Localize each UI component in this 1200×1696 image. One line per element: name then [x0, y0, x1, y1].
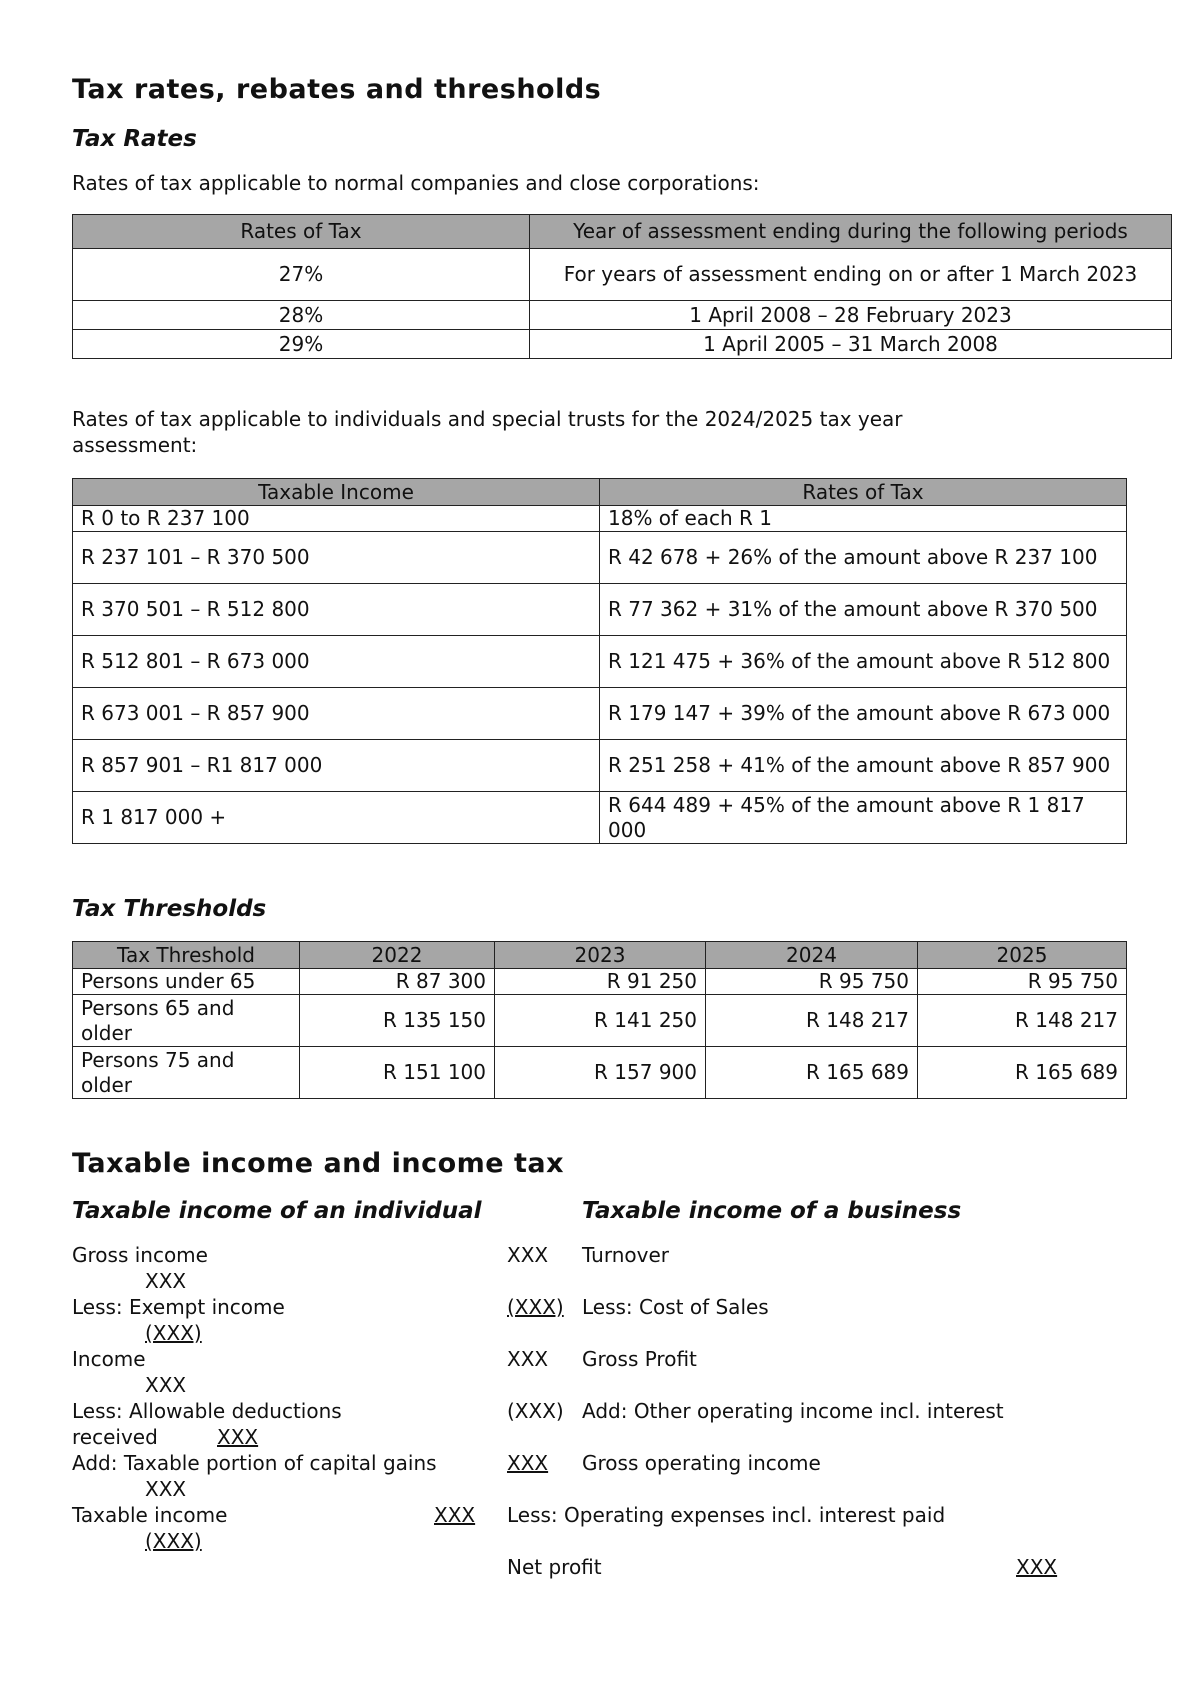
table-row — [73, 688, 1127, 740]
table-row — [73, 249, 1172, 301]
turnover-amount: XXX — [507, 1243, 549, 1267]
individual-heading: Taxable income of an individual — [72, 1198, 482, 1224]
net-profit-amount: XXX — [1016, 1555, 1058, 1579]
table-row — [73, 584, 1127, 636]
individuals-rates-table — [72, 478, 1127, 844]
business-heading: Taxable income of a business — [582, 1198, 962, 1224]
table-cell: R 77 362 + 31% of the amount above R 370 500 — [600, 584, 1127, 636]
table-cell: R 673 001 – R 857 900 — [73, 688, 600, 740]
income-amount: XXX — [145, 1373, 187, 1397]
table-row — [73, 1047, 1127, 1099]
table-cell: 1 April 2005 – 31 March 2008 — [530, 330, 1172, 359]
deductions-label: Less: Allowable deductions — [72, 1399, 342, 1423]
operating-expenses-label: Less: Operating expenses incl. interest paid — [507, 1503, 946, 1527]
exempt-income-amount: (XXX) — [145, 1321, 202, 1345]
column-header: Year of assessment ending during the following periods — [530, 215, 1172, 249]
table-cell: R 135 150 — [300, 995, 495, 1047]
gross-income-amount: XXX — [145, 1269, 187, 1293]
table-row — [73, 330, 1172, 359]
table-cell: R 148 217 — [706, 995, 918, 1047]
taxable-income-title: Taxable income and income tax — [72, 1148, 565, 1179]
turnover-label: Turnover — [582, 1243, 670, 1267]
table-row — [73, 969, 1127, 995]
table-cell: 28% — [73, 301, 530, 330]
column-header: 2023 — [495, 942, 706, 969]
table-cell: R 165 689 — [706, 1047, 918, 1099]
gross-operating-amount: XXX — [507, 1451, 549, 1475]
cost-of-sales-label: Less: Cost of Sales — [582, 1295, 769, 1319]
column-header: 2024 — [706, 942, 918, 969]
table-cell: R 91 250 — [495, 969, 706, 995]
table-cell: R 512 801 – R 673 000 — [73, 636, 600, 688]
column-header: Tax Threshold — [73, 942, 300, 969]
page-title: Tax rates, rebates and thresholds — [72, 74, 602, 105]
table-row — [73, 532, 1127, 584]
table-header-row — [73, 215, 1172, 249]
table-header-row — [73, 942, 1127, 969]
gross-profit-label: Gross Profit — [582, 1347, 697, 1371]
table-cell: R 95 750 — [918, 969, 1127, 995]
table-cell: R 1 817 000 + — [73, 792, 600, 844]
table-header-row — [73, 479, 1127, 506]
table-cell: 18% of each R 1 — [600, 506, 1127, 532]
column-header: 2022 — [300, 942, 495, 969]
individuals-intro: Rates of tax applicable to individuals and special trusts for the 2024/2025 tax year assessment: — [72, 407, 903, 457]
income-label: Income — [72, 1347, 146, 1371]
table-cell: R 151 100 — [300, 1047, 495, 1099]
table-cell: R 857 901 – R1 817 000 — [73, 740, 600, 792]
table-cell: For years of assessment ending on or after 1 March 2023 — [530, 249, 1172, 301]
tax-thresholds-heading: Tax Thresholds — [72, 896, 267, 922]
table-cell: R 165 689 — [918, 1047, 1127, 1099]
table-cell: Persons under 65 — [73, 969, 300, 995]
table-row — [73, 995, 1127, 1047]
exempt-income-label: Less: Exempt income — [72, 1295, 285, 1319]
table-cell: 1 April 2008 – 28 February 2023 — [530, 301, 1172, 330]
table-cell: Persons 65 and older — [73, 995, 300, 1047]
table-row — [73, 740, 1127, 792]
gross-income-label: Gross income — [72, 1243, 208, 1267]
capital-gains-amount: XXX — [145, 1477, 187, 1501]
table-cell: R 121 475 + 36% of the amount above R 512 800 — [600, 636, 1127, 688]
taxable-income-amount-2: (XXX) — [145, 1529, 202, 1553]
table-cell: R 95 750 — [706, 969, 918, 995]
cost-of-sales-amount: (XXX) — [507, 1295, 564, 1319]
table-cell: 27% — [73, 249, 530, 301]
taxable-income-amount: XXX — [434, 1503, 476, 1527]
table-cell: R 157 900 — [495, 1047, 706, 1099]
companies-rates-table — [72, 214, 1172, 359]
table-cell: R 251 258 + 41% of the amount above R 857 900 — [600, 740, 1127, 792]
deductions-label-cont: received — [72, 1425, 158, 1449]
table-cell: Persons 75 and older — [73, 1047, 300, 1099]
table-cell: R 42 678 + 26% of the amount above R 237 100 — [600, 532, 1127, 584]
table-row — [73, 301, 1172, 330]
column-header: 2025 — [918, 942, 1127, 969]
other-income-amount: (XXX) — [507, 1399, 564, 1423]
table-cell: R 141 250 — [495, 995, 706, 1047]
column-header: Rates of Tax — [73, 215, 530, 249]
capital-gains-label: Add: Taxable portion of capital gains — [72, 1451, 437, 1475]
table-cell: R 370 501 – R 512 800 — [73, 584, 600, 636]
deductions-amount: XXX — [217, 1425, 259, 1449]
table-row — [73, 636, 1127, 688]
net-profit-label: Net profit — [507, 1555, 602, 1579]
companies-intro: Rates of tax applicable to normal companies and close corporations: — [72, 171, 760, 195]
table-cell: R 0 to R 237 100 — [73, 506, 600, 532]
table-cell: 29% — [73, 330, 530, 359]
column-header: Taxable Income — [73, 479, 600, 506]
table-row — [73, 506, 1127, 532]
tax-thresholds-table — [72, 941, 1127, 1099]
table-cell: R 179 147 + 39% of the amount above R 673 000 — [600, 688, 1127, 740]
table-cell: R 237 101 – R 370 500 — [73, 532, 600, 584]
table-cell: R 148 217 — [918, 995, 1127, 1047]
other-income-label: Add: Other operating income incl. interest — [582, 1399, 1004, 1423]
taxable-income-label: Taxable income — [72, 1503, 228, 1527]
tax-rates-heading: Tax Rates — [72, 126, 197, 152]
table-cell: R 87 300 — [300, 969, 495, 995]
gross-profit-amount: XXX — [507, 1347, 549, 1371]
column-header: Rates of Tax — [600, 479, 1127, 506]
table-cell: R 644 489 + 45% of the amount above R 1 817 000 — [600, 792, 1127, 844]
table-row — [73, 792, 1127, 844]
gross-operating-label: Gross operating income — [582, 1451, 821, 1475]
